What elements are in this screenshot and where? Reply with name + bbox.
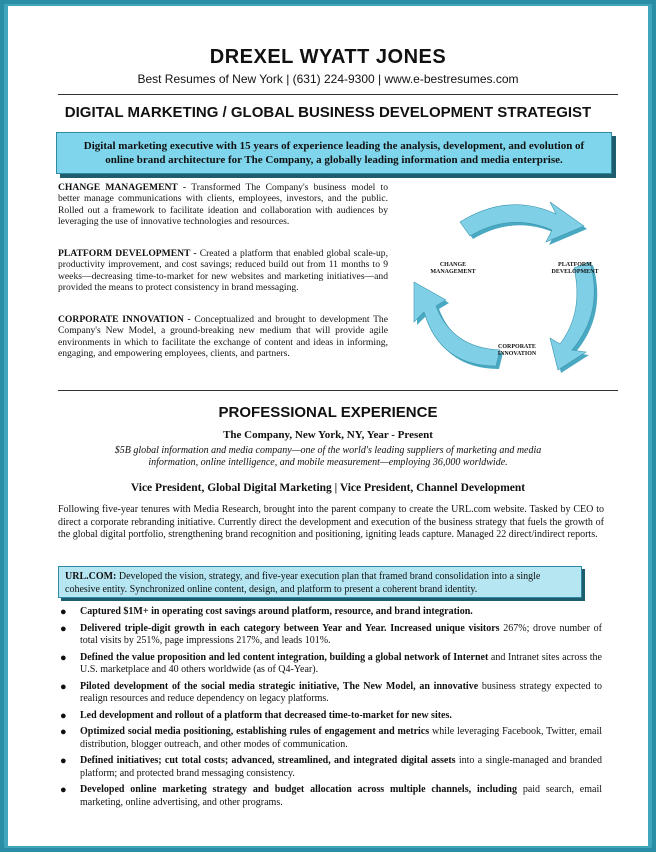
label-line: CORPORATE — [498, 344, 536, 350]
bullet-bold: Optimized social media positioning, establishing rules of engagement and metrics — [80, 726, 430, 737]
bullet-icon: ● — [60, 709, 67, 722]
label-platform-development — [540, 262, 610, 276]
bullet-bold: Delivered triple-digit growth in each category between Year and Year. Increased unique visitors — [80, 622, 500, 634]
arrow-top — [460, 202, 587, 245]
highlight-text: Conceptualized and brought to development The Company's New Model, a ground-breaking new medium that will provide agile environments in which to facilitate the exchange of content and ideas in informing, engaging, and empowering employees, clients, and partners. — [58, 314, 388, 359]
headline: DIGITAL MARKETING / GLOBAL BUSINESS DEVELOPMENT STRATEGIST — [64, 104, 592, 121]
bullet-icon: ● — [60, 755, 67, 767]
list-item — [60, 726, 603, 751]
company-desc-line: information, online intelligence, and mobile measurement—employing 36,000 worldwide. — [148, 457, 508, 468]
highlight-change-management — [58, 182, 388, 227]
bullet-bold: Led development and rollout of a platform that decreased time-to-market for new sites. — [80, 709, 452, 721]
achievement-list — [60, 606, 603, 813]
list-item — [60, 622, 602, 648]
bullet-text: business strategy expected to realign resources and reduce dependency on legacy platforms. — [80, 680, 603, 704]
bullet-icon: ● — [60, 651, 67, 664]
label-line: CHANGE — [439, 262, 467, 268]
bullet-bold: Defined the value proposition and led content integration, building a global network of Internet — [80, 651, 489, 663]
bullet-icon: ● — [60, 726, 67, 738]
bullet-icon: ● — [60, 680, 67, 693]
highlight-title: CHANGE MANAGEMENT — [58, 182, 178, 193]
label-corporate-innovation — [482, 344, 552, 358]
company-description — [78, 445, 578, 469]
contact-line: Best Resumes of New York | (631) 224-9300 | www.e-bestresumes.com — [137, 72, 519, 86]
label-line: INNOVATION — [497, 351, 537, 357]
list-item — [60, 784, 603, 809]
highlight-corporate-innovation — [58, 314, 388, 359]
company-desc-line: $5B global information and media company—one of the world's leading suppliers of marketing and media — [114, 445, 542, 456]
label-line: MANAGEMENT — [430, 269, 476, 275]
url-com-box — [58, 566, 582, 598]
bullet-icon: ● — [60, 784, 67, 796]
highlight-separator: - — [190, 248, 200, 259]
list-item — [60, 651, 602, 677]
list-item — [60, 606, 602, 619]
url-com-label: URL.COM: — [65, 571, 117, 582]
top-divider — [58, 94, 618, 95]
highlight-separator: - — [177, 182, 192, 193]
list-item — [60, 709, 602, 723]
list-item — [60, 755, 603, 780]
bullet-text: 267%; drove number of total visits by 251%, page impressions 217%, and leads 101%. — [80, 622, 602, 646]
highlight-text: Transformed The Company's business model to better manage communications with clients, employees, investors, and the public. Rolled out a framework to facilitate ideation and collaboration with audiences by leveraging the use of innovative technologies and resources. — [58, 182, 388, 227]
bullet-bold: Defined initiatives; cut total costs; advanced, streamlined, and integrated digital assets — [80, 755, 456, 766]
section-divider — [58, 390, 618, 391]
list-item — [60, 680, 603, 706]
label-line: DEVELOPMENT — [551, 269, 599, 275]
highlight-platform-development — [58, 248, 388, 293]
summary-box — [56, 132, 612, 174]
url-com-text: Developed the vision, strategy, and five-year execution plan that framed brand consolidation into a single cohesive entity. Synchronized online content, design, and platform to present a coherent brand identity. — [65, 571, 541, 595]
highlight-title: CORPORATE INNOVATION — [58, 314, 184, 325]
bullet-text: paid search, email marketing, online advertising, and other programs. — [80, 784, 603, 808]
cycle-diagram — [400, 182, 616, 382]
company-line: The Company, New York, NY, Year - Present — [223, 429, 433, 441]
bullet-icon: ● — [60, 606, 67, 618]
candidate-name: DREXEL WYATT JONES — [209, 46, 447, 68]
bullet-bold: Captured $1M+ in operating cost savings around platform, resource, and brand integration. — [80, 606, 473, 617]
label-line: PLATFORM — [558, 262, 592, 268]
bullet-icon: ● — [60, 622, 67, 635]
bullet-bold: Developed online marketing strategy and budget allocation across multiple channels, including — [80, 784, 517, 795]
highlight-text: Created a platform that enabled global scale-up, productivity improvement, and cost savings; reduced build out from 11 months to 9 weeks—decreasing time-to-market for new websites and marketing initiatives—and provided the means to protect consistency in brand messaging. — [58, 248, 388, 293]
bullet-text: while leveraging Facebook, Twitter, email distribution, blogger outreach, and other modes of communication. — [80, 726, 603, 750]
bullet-text: and Intranet sites across the U.S. marketplace and 40 others worldwide (as of Q4-Year). — [80, 651, 602, 675]
bullet-bold: Piloted development of the social media strategic initiative, The New Model, an innovative — [80, 680, 479, 692]
highlight-separator: - — [183, 314, 195, 325]
resume-page — [8, 6, 648, 846]
section-title-experience: PROFESSIONAL EXPERIENCE — [218, 404, 438, 421]
arrow-right — [550, 262, 597, 373]
summary-line-2: online brand architecture for The Company, a globally leading information and media enterprise. — [105, 154, 563, 166]
highlight-title: PLATFORM DEVELOPMENT — [58, 248, 191, 259]
bullet-text: into a single-managed and branded platform; and protected brand messaging consistency. — [80, 755, 603, 779]
label-change-management — [418, 262, 488, 276]
summary-line-1: Digital marketing executive with 15 years of experience leading the analysis, development, and evolution of — [83, 140, 585, 152]
role-description: Following five-year tenures with Media Research, brought into the parent company to create the URL.com website. Tasked by CEO to direct a corporate rebranding initiative. Currently direct the development and execution of the business strategy that fuels the growth of the global digital portfolio, strengthening brand recognition and positioning, igniting leads capture. Managed 22 direct/indirect reports. — [58, 504, 604, 540]
role-title: Vice President, Global Digital Marketing | Vice President, Channel Development — [130, 482, 526, 494]
